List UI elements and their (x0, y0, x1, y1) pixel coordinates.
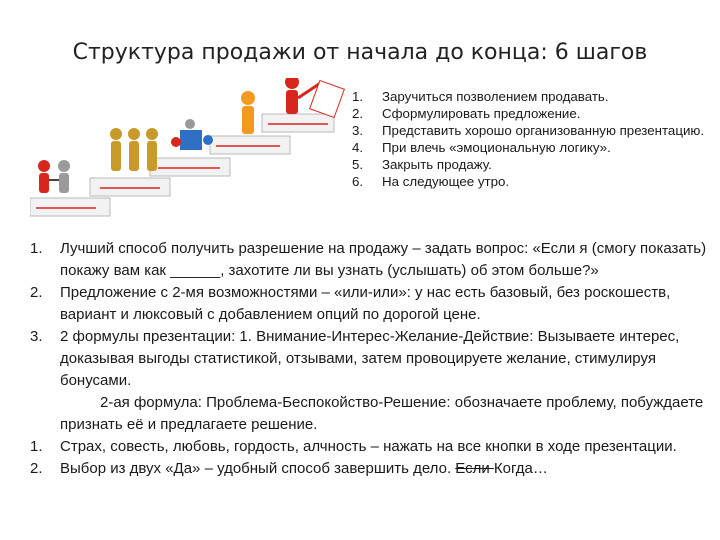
note-text: Когда… (493, 460, 548, 477)
notes-list (30, 238, 710, 480)
list-item: 1. Лучший способ получить разрешение на продажу – задать вопрос: «Если я (смогу показать) покажу вам как ______, захотите ли вы узнать (услышать) об этом больше?» (30, 240, 707, 279)
list-item: 3. Представить хорошо организованную презентацию. (352, 123, 705, 138)
struck-text: Если (455, 460, 494, 477)
orange-figure (241, 91, 255, 134)
steps-list (352, 88, 712, 190)
handshake-figures (38, 160, 70, 193)
note-subtext: 2-ая формула: Проблема-Беспокойство-Решение: обозначаете проблему, побуждаете признать её и предлагаете решение. (60, 394, 704, 433)
note-text: Выбор из двух «Да» – удобный способ завершить дело. (60, 460, 456, 477)
list-item: 1. Страх, совесть, любовь, гордость, алчность – нажать на все кнопки в ходе презентации. (30, 438, 677, 455)
red-figure-with-pen (285, 78, 344, 118)
slide-title: Структура продажи от начала до конца: 6 шагов (72, 40, 648, 65)
note-text: 2 формулы презентации: 1. Внимание-Интерес-Желание-Действие: Вызываете интерес, доказывая выгоды статистикой, отзывами, затем провоцируете желание, стимулируя бонусами. (60, 328, 680, 389)
list-item: 2. Выбор из двух «Да» – удобный способ завершить дело. Если Когда… (30, 460, 548, 477)
staircase (30, 114, 334, 216)
sales-staircase-illustration (30, 78, 350, 218)
list-item: 6. На следующее утро. (352, 174, 510, 189)
list-item: 3. 2 формулы презентации: 1. Внимание-Интерес-Желание-Действие: Вызываете интерес, доказывая выгоды статистикой, отзывами, затем провоцируете желание, стимулируя бонусами. 2-ая формула: Проблема-Беспокойство-Решение: обозначаете проблему, побуждаете признать её и предлагаете решение. (30, 328, 704, 433)
list-item: 4. При влечь «эмоциональную логику». (352, 140, 611, 155)
list-item: 2. Сформулировать предложение. (352, 106, 581, 121)
gold-figures (110, 128, 158, 171)
list-item: 2. Предложение с 2-мя возможностями – «или-или»: у нас есть базовый, без роскошеств, вариант и люксовый с добавлением опций по дорогой цене. (30, 284, 671, 323)
list-item: 1. Заручиться позволением продавать. (352, 89, 609, 104)
list-item: 5. Закрыть продажу. (352, 157, 492, 172)
presentation-figures (171, 119, 213, 150)
